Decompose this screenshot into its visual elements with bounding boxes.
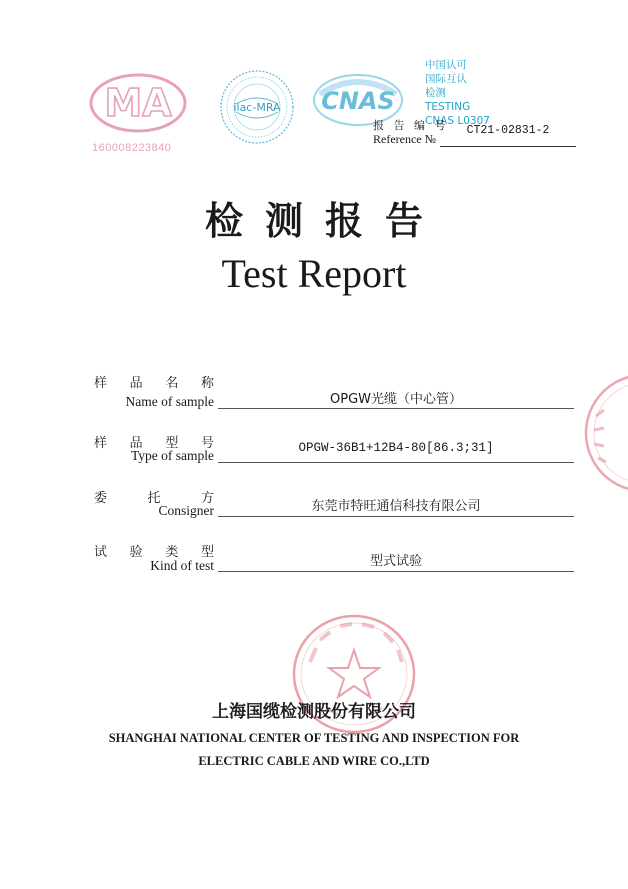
label-char: 型: [200, 545, 214, 560]
report-number-underline: [440, 146, 576, 147]
report-number-label-en: Reference №: [373, 132, 437, 146]
label-char: 样: [94, 376, 108, 391]
ilac-logo-text: ilac-MRA: [233, 101, 281, 114]
field-label-en: Type of sample: [130, 448, 214, 463]
company-name-cn: 上海国缆检测股份有限公司: [212, 702, 416, 722]
label-char: 品: [129, 436, 143, 451]
cnas-line: 检测: [425, 87, 446, 99]
label-char: 样: [94, 436, 108, 451]
label-char: 试: [94, 545, 108, 560]
label-char: 托: [147, 491, 161, 506]
report-number-value: CT21-02831-2: [466, 124, 550, 137]
report-number-label-cn: 报 告 编 号: [373, 119, 449, 132]
title-chinese: 检测报告: [204, 199, 445, 243]
cnas-line: 国际互认: [425, 73, 467, 85]
field-underline: [218, 408, 574, 409]
field-label-en: Name of sample: [125, 394, 214, 409]
label-char: 号: [200, 436, 214, 451]
cma-number: 160008223840: [92, 142, 172, 154]
cnas-line: 中国认可: [425, 59, 467, 71]
ilac-mra-logo-icon: [218, 68, 296, 146]
title-english: Test Report: [221, 251, 407, 296]
field-underline: [218, 516, 574, 517]
cnas-line: TESTING: [425, 101, 471, 113]
label-char: 称: [200, 376, 214, 391]
field-label-en: Consigner: [158, 503, 214, 518]
sample-type-value: OPGW-36B1+12B4-80[86.3;31]: [298, 441, 494, 455]
label-char: 委: [94, 491, 108, 506]
field-underline: [218, 462, 574, 463]
company-name-en-line1: SHANGHAI NATIONAL CENTER OF TESTING AND INSPECTION FOR: [108, 731, 520, 745]
partial-seal-stamp-icon: [582, 372, 628, 494]
cnas-logo-text: CNAS: [321, 87, 395, 115]
field-label-en: Kind of test: [150, 558, 214, 573]
label-char: 型: [165, 436, 179, 451]
company-name-en-line2: ELECTRIC CABLE AND WIRE CO.,LTD: [198, 754, 430, 768]
sample-name-value: OPGW光缆（中心管）: [330, 392, 462, 407]
cma-logo-icon: [88, 72, 188, 134]
label-char: 类: [165, 545, 179, 560]
field-label-cn: [94, 372, 214, 391]
label-char: 名: [165, 376, 179, 391]
label-char: 品: [129, 376, 143, 391]
consigner-value: 东莞市特旺通信科技有限公司: [311, 499, 481, 514]
label-char: 验: [129, 545, 143, 560]
label-char: 方: [200, 491, 214, 506]
cma-logo-text: MA: [104, 81, 172, 125]
test-kind-value: 型式试验: [369, 554, 422, 569]
field-underline: [218, 571, 574, 572]
cnas-line: CNAS L0307: [425, 115, 490, 127]
